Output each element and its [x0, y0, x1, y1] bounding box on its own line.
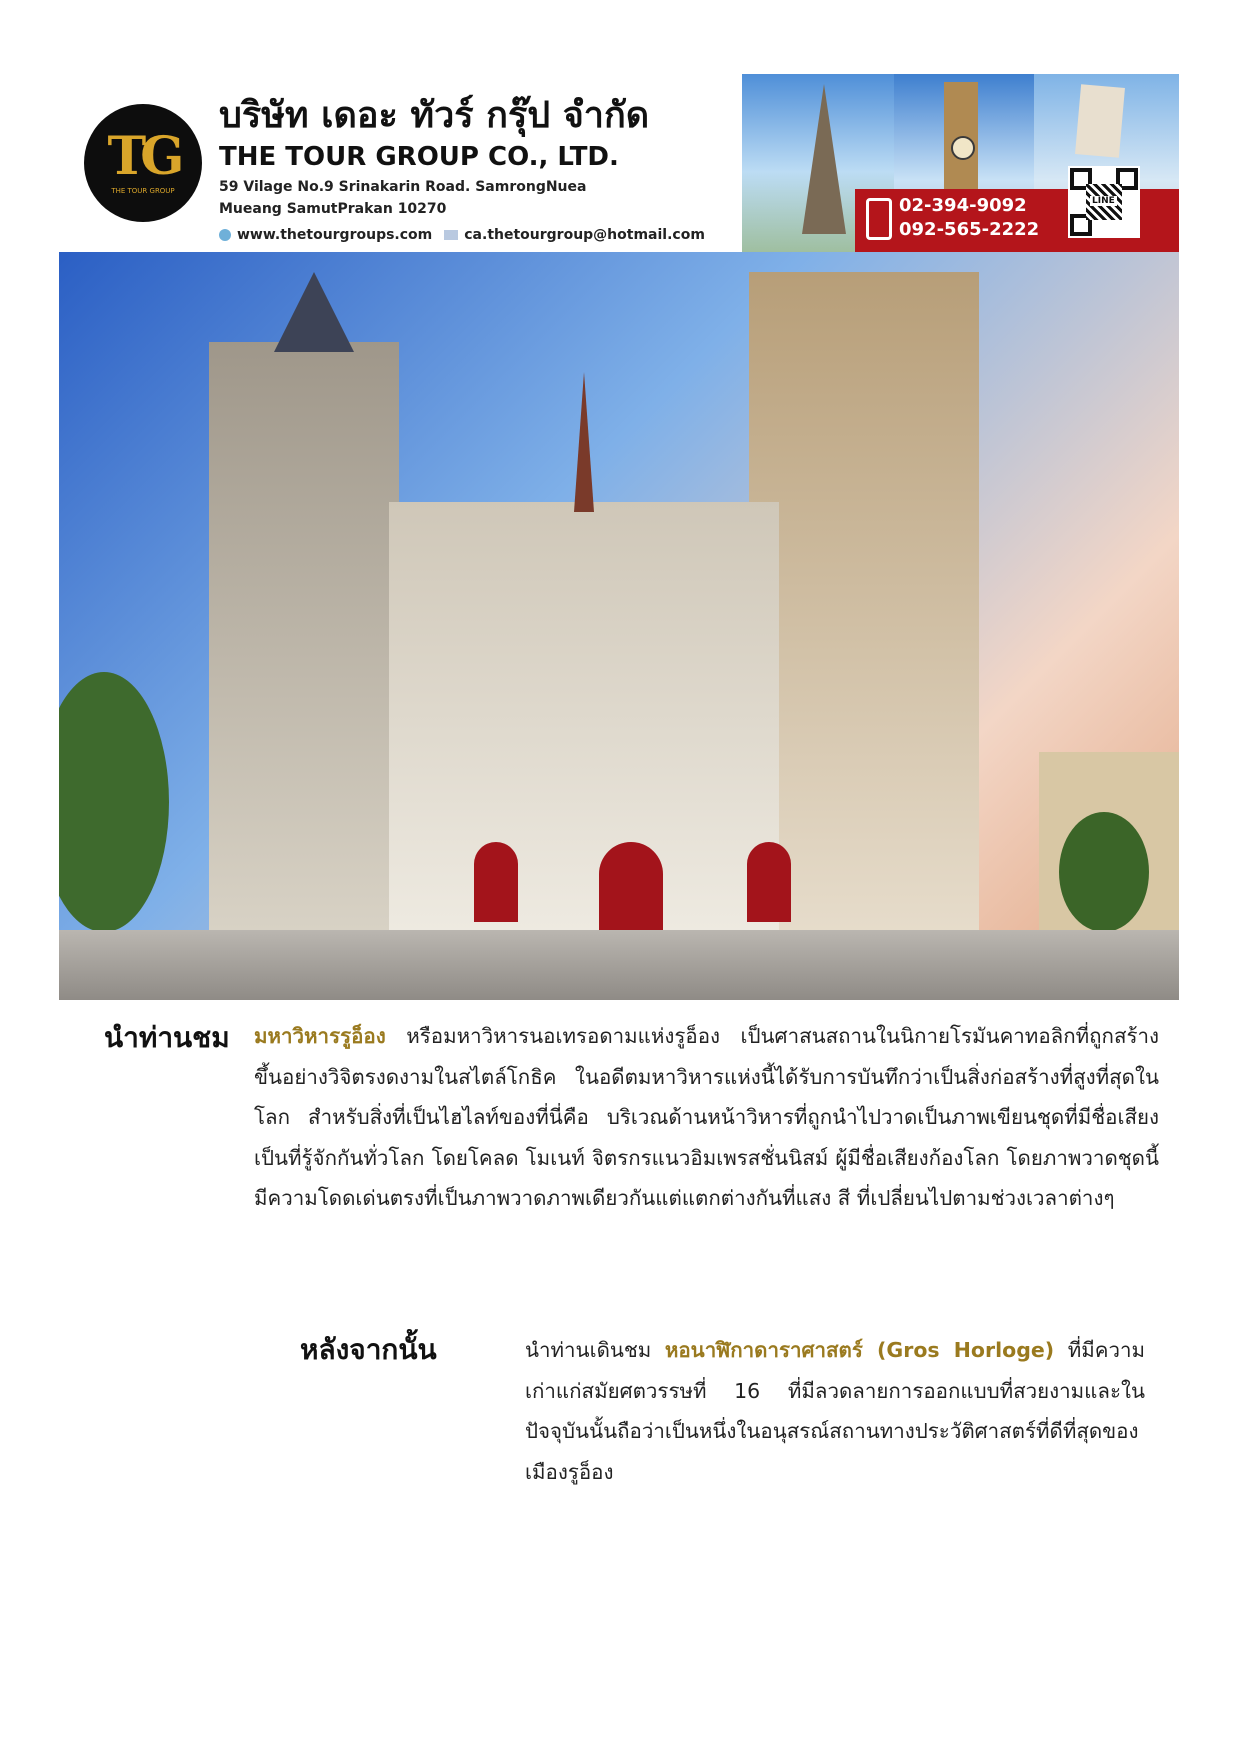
tree-right [1059, 812, 1149, 932]
cathedral-photo [59, 252, 1179, 1000]
company-name-thai: บริษัท เดอะ ทัวร์ กรุ๊ป จำกัด [219, 95, 650, 136]
section2-highlight: หอนาฬิกาดาราศาสตร์ (Gros Horloge) [664, 1338, 1055, 1362]
section2-text-after: ที่มีความเก่าแก่สมัยศตวรรษที่ 16 ที่มีลวดลายการออกแบบที่สวยงามและในปัจจุบันนั้นถือว่าเป็นหนึ่งในอนุสรณ์สถานทางประวัติศาสตร์ที่ดีที่สุดของเมืองรูอ็อง [525, 1338, 1145, 1484]
company-logo [84, 104, 202, 222]
globe-icon [219, 229, 231, 241]
clock-icon [951, 136, 975, 160]
cathedral-door-center [599, 842, 663, 937]
section1-body [254, 1016, 1159, 1219]
tree-left [59, 672, 169, 932]
landmark-banner [742, 74, 1179, 252]
cathedral-door-left [474, 842, 518, 922]
section2-label: หลังจากนั้น [300, 1333, 437, 1366]
logo-subtitle: THE TOUR GROUP [111, 187, 175, 195]
phone-numbers [899, 194, 1039, 242]
address-line-1: 59 Vilage No.9 Srinakarin Road. SamrongNuea [219, 179, 587, 195]
cathedral-right-tower [749, 272, 979, 932]
section1-label: นำท่านชม [104, 1021, 230, 1054]
plaza-ground [59, 930, 1179, 1000]
phone-number-2[interactable]: 092-565-2222 [899, 219, 1040, 240]
phone-number-1[interactable]: 02-394-9092 [899, 195, 1027, 216]
qr-label: LINE [1092, 196, 1115, 206]
line-qr-code-icon[interactable] [1068, 166, 1140, 238]
website-link[interactable]: www.thetourgroups.com [237, 227, 433, 243]
page-header [59, 74, 1179, 252]
address-line-2: Mueang SamutPrakan 10270 [219, 201, 447, 217]
company-info [219, 94, 705, 243]
section1-highlight: มหาวิหารรูอ็อง [254, 1024, 386, 1048]
cathedral-left-tower [209, 342, 399, 932]
eiffel-tower-icon [802, 84, 846, 234]
left-spire [274, 272, 354, 352]
section2-text-before: นำท่านเดินชม [525, 1338, 665, 1362]
company-name-english: THE TOUR GROUP CO., LTD. [219, 142, 619, 172]
phone-icon [866, 198, 892, 240]
central-spire [574, 372, 594, 512]
logo-mark: TG [107, 126, 179, 187]
cathedral-door-right [747, 842, 791, 922]
email-link[interactable]: ca.thetourgroup@hotmail.com [464, 227, 705, 243]
pisa-tower-icon [1075, 84, 1125, 158]
section1-text: หรือมหาวิหารนอเทรอดามแห่งรูอ็อง เป็นศาสนสถานในนิกายโรมันคาทอลิกที่ถูกสร้างขึ้นอย่างวิจิตรงดงามในสไตล์โกธิค ในอดีตมหาวิหารแห่งนี้ได้รับการบันทึกว่าเป็นสิ่งก่อสร้างที่สูงที่สุดในโลก สำหรับสิ่งที่เป็นไฮไลท์ของที่นี่คือ บริเวณด้านหน้าวิหารที่ถูกนำไปวาดเป็นภาพเขียนชุดที่มีชื่อเสียงเป็นที่รู้จักกันทั่วโลก โดยโคลด โมเนท์ จิตรกรแนวอิมเพรสชั่นนิสม์ ผู้มีชื่อเสียงก้องโลก โดยภาพวาดชุดนี้มีความโดดเด่นตรงที่เป็นภาพวาดภาพเดียวกันแต่แตกต่างกันที่แสง สี ที่เปลี่ยนไปตามช่วงเวลาต่างๆ [254, 1024, 1159, 1210]
contact-row [219, 227, 705, 243]
section2-body [525, 1330, 1145, 1492]
cathedral-facade [389, 502, 779, 932]
mail-icon [444, 230, 458, 240]
